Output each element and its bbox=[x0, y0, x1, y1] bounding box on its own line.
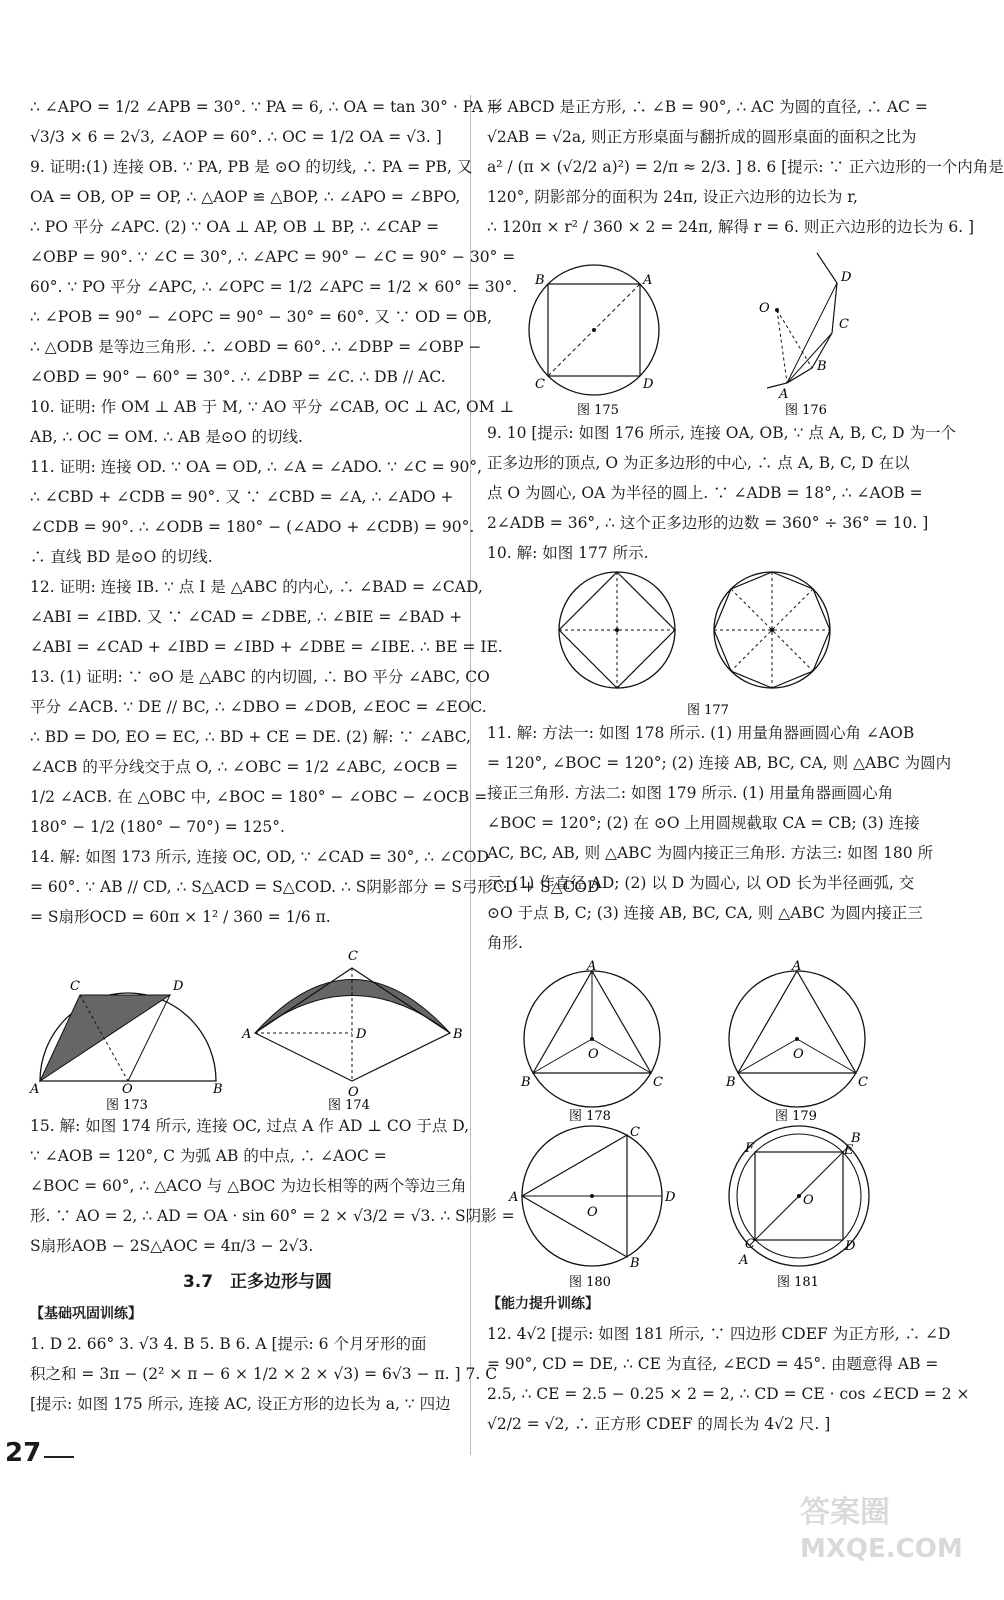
fig179-label-B: B bbox=[726, 1075, 736, 1090]
text-line: ∴ ∠CBD + ∠CDB = 90°. 又 ∵ ∠CBD = ∠A, ∴ ∠ADO + bbox=[30, 488, 454, 506]
text-line: 10. 解: 如图 177 所示. bbox=[487, 544, 649, 562]
text-line: S扇形AOB − 2S△AOC = 4π/3 − 2√3. bbox=[30, 1237, 314, 1255]
figure-173 bbox=[29, 979, 223, 1097]
text-line: 2∠ADB = 36°, ∴ 这个正多边形的边数 = 360° ÷ 36° = 10. ] bbox=[487, 514, 929, 532]
fig179-label-A: A bbox=[792, 959, 802, 974]
text-line: 1. D 2. 66° 3. √3 4. B 5. B 6. A [提示: 6 个月牙形的面 bbox=[30, 1335, 427, 1353]
figures-180-181 bbox=[487, 1124, 942, 1289]
fig181-label-C: C bbox=[745, 1237, 755, 1252]
text-line: 120°, 阴影部分的面积为 24π, 设正六边形的边长为 r, bbox=[487, 188, 858, 206]
text-line: AB, ∴ OC = OM. ∴ AB 是⊙O 的切线. bbox=[30, 428, 303, 446]
text-line: ∴ 直线 BD 是⊙O 的切线. bbox=[30, 548, 213, 566]
caption-fig-175: 图 175 bbox=[577, 403, 619, 418]
figure-179 bbox=[725, 959, 868, 1107]
fig181-label-D: D bbox=[845, 1239, 856, 1254]
text-line: 180° − 1/2 (180° − 70°) = 125°. bbox=[30, 818, 285, 836]
text-line: 11. 证明: 连接 OD. ∵ OA = OD, ∴ ∠A = ∠ADO. ∵ ∠C = 90°, bbox=[30, 458, 483, 476]
fig173-label-C: C bbox=[70, 979, 80, 994]
figures-178-179 bbox=[487, 959, 942, 1124]
text-line: 60°. ∵ PO 平分 ∠APC, ∴ ∠OPC = 1/2 ∠APC = 1/2 × 60° = 30°. bbox=[30, 278, 518, 296]
fig180-label-A: A bbox=[509, 1190, 519, 1205]
fig178-label-O: O bbox=[588, 1047, 599, 1062]
left-text-block-c bbox=[30, 1329, 498, 1419]
page-number: 27 bbox=[5, 1438, 42, 1468]
caption-fig-181: 图 181 bbox=[777, 1275, 819, 1290]
fig180-label-C: C bbox=[630, 1125, 640, 1140]
text-line: 12. 证明: 连接 IB. ∵ 点 I 是 △ABC 的内心, ∴ ∠BAD = ∠CAD, bbox=[30, 578, 483, 596]
text-line: 9. 证明:(1) 连接 OB. ∵ PA, PB 是 ⊙O 的切线, ∴ PA = PB, 又 bbox=[30, 158, 473, 176]
text-line: ∴ 120π × r² / 360 × 2 = 24π, 解得 r = 6. 则正六边形的边长为 6. ] bbox=[487, 218, 975, 236]
text-line: = S扇形OCD = 60π × 1² / 360 = 1/6 π. bbox=[30, 908, 331, 926]
text-line: ∴ ∠POB = 90° − ∠OPC = 90° − 30° = 60°. 又 ∵ OD = OB, bbox=[30, 308, 493, 326]
text-line: ∠ACB 的平分线交于点 O, ∴ ∠OBC = 1/2 ∠ABC, ∠OCB = bbox=[30, 758, 459, 776]
caption-fig-180: 图 180 bbox=[569, 1275, 611, 1290]
text-line: 接正三角形. 方法二: 如图 179 所示. (1) 用量角器画圆心角 bbox=[487, 784, 894, 802]
fig181-label-E: E bbox=[844, 1143, 854, 1158]
fig180-label-B: B bbox=[630, 1256, 640, 1271]
text-line: AC, BC, AB, 则 △ABC 为圆内接正三角形. 方法三: 如图 180 所 bbox=[487, 844, 934, 862]
fig174-label-B: B bbox=[453, 1027, 463, 1042]
section-title: 3.7 正多边形与圆 bbox=[182, 1272, 333, 1292]
figure-180-181-svg bbox=[487, 1124, 942, 1289]
text-line: 积之和 = 3π − (2² × π − 6 × 1/2 × 2 × √3) = 6√3 − π. ] 7. C bbox=[30, 1365, 498, 1383]
watermark-url: MXQE.COM bbox=[800, 1534, 963, 1564]
text-line: 1/2 ∠ACB. 在 △OBC 中, ∠BOC = 180° − ∠OBC − ∠OCB = bbox=[30, 788, 488, 806]
text-line: ∴ BD = DO, EO = EC, ∴ BD + CE = DE. (2) 解: ∵ ∠ABC, bbox=[30, 728, 471, 746]
fig173-label-A: A bbox=[30, 1082, 40, 1097]
fig175-label-C: C bbox=[535, 377, 545, 392]
fig175-label-B: B bbox=[535, 273, 545, 288]
figure-177 bbox=[487, 568, 942, 718]
text-line: = 120°, ∠BOC = 120°; (2) 连接 AB, BC, CA, 则 △ABC 为圆内 bbox=[487, 754, 952, 772]
right-text-block-c bbox=[487, 718, 952, 958]
caption-fig-177: 图 177 bbox=[687, 703, 729, 718]
text-line: [提示: 如图 175 所示, 连接 AC, 设正方形的边长为 a, ∵ 四边 bbox=[30, 1395, 451, 1413]
fig173-label-O: O bbox=[122, 1082, 133, 1097]
text-line: = 60°. ∵ AB // CD, ∴ S△ACD = S△COD. ∴ S阴影部分 = S弓形CD + S△COD bbox=[30, 878, 600, 896]
caption-fig-179: 图 179 bbox=[775, 1109, 817, 1124]
text-line: ∠BOC = 120°; (2) 在 ⊙O 上用圆规截取 CA = CB; (3) 连接 bbox=[487, 814, 920, 832]
fig181-label-O: O bbox=[803, 1193, 814, 1208]
fig175-label-D: D bbox=[643, 377, 654, 392]
watermark-title: 答案圈 bbox=[800, 1495, 890, 1530]
text-line: 2.5, ∴ CE = 2.5 − 0.25 × 2 = 2, ∴ CD = CE · cos ∠ECD = 2 × bbox=[487, 1385, 970, 1403]
text-line: 形 ABCD 是正方形, ∴ ∠B = 90°, ∴ AC 为圆的直径, ∴ AC = bbox=[487, 98, 928, 116]
text-line: 示. (1) 作直径 AD; (2) 以 D 为圆心, 以 OD 长为半径画弧, 交 bbox=[487, 874, 915, 892]
text-line: ∠ABI = ∠CAD + ∠IBD = ∠IBD + ∠DBE = ∠IBE. ∴ BE = IE. bbox=[30, 638, 503, 656]
text-line: ∠BOC = 60°, ∴ △ACO 与 △BOC 为边长相等的两个等边三角 bbox=[30, 1177, 467, 1195]
text-line: 11. 解: 方法一: 如图 178 所示. (1) 用量角器画圆心角 ∠AOB bbox=[487, 724, 915, 742]
fig175-label-A: A bbox=[643, 273, 653, 288]
text-line: ∠CDB = 90°. ∴ ∠ODB = 180° − (∠ADO + ∠CDB) = 90°. bbox=[30, 518, 475, 536]
text-line: OA = OB, OP = OP, ∴ △AOP ≌ △BOP, ∴ ∠APO = ∠BPO, bbox=[30, 188, 461, 206]
fig178-label-C: C bbox=[653, 1075, 663, 1090]
text-line: 12. 4√2 [提示: 如图 181 所示, ∵ 四边形 CDEF 为正方形, ∴ ∠D bbox=[487, 1325, 951, 1343]
ability-training-tag: 【能力提升训练】 bbox=[487, 1296, 599, 1312]
text-line: 14. 解: 如图 173 所示, 连接 OC, OD, ∵ ∠CAD = 30°, ∴ ∠COD bbox=[30, 848, 489, 866]
text-line: 13. (1) 证明: ∵ ⊙O 是 △ABC 的内切圆, ∴ BO 平分 ∠ABC, CO bbox=[30, 668, 490, 686]
fig178-label-A: A bbox=[587, 959, 597, 974]
fig176-label-B: B bbox=[817, 359, 827, 374]
text-line: = 90°, CD = DE, ∴ CE 为直径, ∠ECD = 45°. 由题意得 AB = bbox=[487, 1355, 939, 1373]
text-line: 平分 ∠ACB. ∵ DE // BC, ∴ ∠DBO = ∠DOB, ∠EOC = ∠EOC. bbox=[30, 698, 487, 716]
figure-175-176-svg bbox=[487, 248, 942, 418]
figure-174 bbox=[241, 949, 463, 1100]
figure-175 bbox=[529, 265, 659, 395]
caption-fig-178: 图 178 bbox=[569, 1109, 611, 1124]
fig174-label-A: A bbox=[242, 1027, 252, 1042]
text-line: a² / (π × (√2/2 a)²) = 2/π ≈ 2/3. ] 8. 6 [提示: ∵ 正六边形的一个内角是 bbox=[487, 158, 1004, 176]
text-line: ∴ ∠APO = 1/2 ∠APB = 30°. ∵ PA = 6, ∴ OA = tan 30° · PA = bbox=[30, 98, 501, 116]
fig176-label-A: A bbox=[779, 387, 789, 402]
fig173-label-D: D bbox=[173, 979, 184, 994]
fig181-label-A: A bbox=[739, 1253, 749, 1268]
text-line: 形. ∵ AO = 2, ∴ AD = OA · sin 60° = 2 × √3/2 = √3. ∴ S阴影 = bbox=[30, 1207, 515, 1225]
figure-180 bbox=[508, 1125, 676, 1271]
text-line: 10. 证明: 作 OM ⊥ AB 于 M, ∵ AO 平分 ∠CAB, OC ⊥ AC, OM ⊥ bbox=[30, 398, 515, 416]
left-text-block-b bbox=[30, 1111, 515, 1261]
fig176-label-D: D bbox=[841, 270, 852, 285]
text-line: √2AB = √2a, 则正方形桌面与翻折成的圆形桌面的面积之比为 bbox=[487, 128, 917, 146]
text-line: 点 O 为圆心, OA 为半径的圆上. ∵ ∠ADB = 18°, ∴ ∠AOB = bbox=[487, 484, 923, 502]
fig174-label-O: O bbox=[348, 1085, 359, 1100]
right-column bbox=[487, 92, 1004, 1439]
figures-175-176 bbox=[487, 248, 942, 418]
text-line: ⊙O 于点 B, C; (3) 连接 AB, BC, CA, 则 △ABC 为圆内接正三 bbox=[487, 904, 923, 922]
text-line: 正多边形的顶点, O 为正多边形的中心, ∴ 点 A, B, C, D 在以 bbox=[487, 454, 910, 472]
figure-173-174-svg bbox=[30, 946, 485, 1111]
figure-176 bbox=[759, 253, 852, 402]
text-line: ∴ PO 平分 ∠APC. (2) ∵ OA ⊥ AP, OB ⊥ BP, ∴ ∠CAP = bbox=[30, 218, 440, 236]
caption-fig-174: 图 174 bbox=[328, 1098, 370, 1113]
basic-training-tag: 【基础巩固训练】 bbox=[30, 1306, 142, 1322]
text-line: 9. 10 [提示: 如图 176 所示, 连接 OA, OB, ∵ 点 A, B, C, D 为一个 bbox=[487, 424, 957, 442]
text-line: 角形. bbox=[487, 934, 523, 952]
text-line: 15. 解: 如图 174 所示, 连接 OC, 过点 A 作 AD ⊥ CO 于点 D, bbox=[30, 1117, 470, 1135]
fig174-label-D: D bbox=[356, 1027, 367, 1042]
text-line: ∠OBP = 90°. ∵ ∠C = 30°, ∴ ∠APC = 90° − ∠C = 90° − 30° = bbox=[30, 248, 516, 266]
page-number-rule bbox=[44, 1456, 74, 1458]
text-line: √2/2 = √2, ∴ 正方形 CDEF 的周长为 4√2 尺. ] bbox=[487, 1415, 831, 1433]
fig178-label-B: B bbox=[521, 1075, 531, 1090]
fig181-label-F: F bbox=[745, 1141, 755, 1156]
figures-173-174 bbox=[30, 946, 485, 1111]
right-text-block-b bbox=[487, 418, 957, 568]
figure-178 bbox=[520, 959, 663, 1107]
fig180-label-D: D bbox=[665, 1190, 676, 1205]
watermark bbox=[800, 1495, 963, 1567]
text-line: ∠ABI = ∠IBD. 又 ∵ ∠CAD = ∠DBE, ∴ ∠BIE = ∠BAD + bbox=[30, 608, 463, 626]
right-text-block-d bbox=[487, 1319, 970, 1439]
fig176-label-C: C bbox=[839, 317, 849, 332]
figure-178-179-svg bbox=[487, 959, 942, 1124]
fig179-label-O: O bbox=[793, 1047, 804, 1062]
fig176-label-O: O bbox=[759, 301, 770, 316]
text-line: ∵ ∠AOB = 120°, C 为弧 AB 的中点, ∴ ∠AOC = bbox=[30, 1147, 387, 1165]
text-line: ∴ △ODB 是等边三角形. ∴ ∠OBD = 60°. ∴ ∠DBP = ∠OBP − bbox=[30, 338, 482, 356]
right-text-block bbox=[487, 92, 1004, 242]
caption-fig-173: 图 173 bbox=[106, 1098, 148, 1113]
text-line: ∠OBD = 90° − 60° = 30°. ∴ ∠DBP = ∠C. ∴ DB // AC. bbox=[30, 368, 446, 386]
text-line: √3/3 × 6 = 2√3, ∠AOP = 60°. ∴ OC = 1/2 OA = √3. ] bbox=[30, 128, 442, 146]
figure-177-svg bbox=[487, 568, 942, 718]
fig173-label-B: B bbox=[213, 1082, 223, 1097]
fig180-label-O: O bbox=[587, 1205, 598, 1220]
figure-181 bbox=[729, 1126, 869, 1268]
fig174-label-C: C bbox=[348, 949, 358, 964]
fig181-label-B: B bbox=[851, 1131, 861, 1146]
caption-fig-176: 图 176 bbox=[785, 403, 827, 418]
fig179-label-C: C bbox=[858, 1075, 868, 1090]
